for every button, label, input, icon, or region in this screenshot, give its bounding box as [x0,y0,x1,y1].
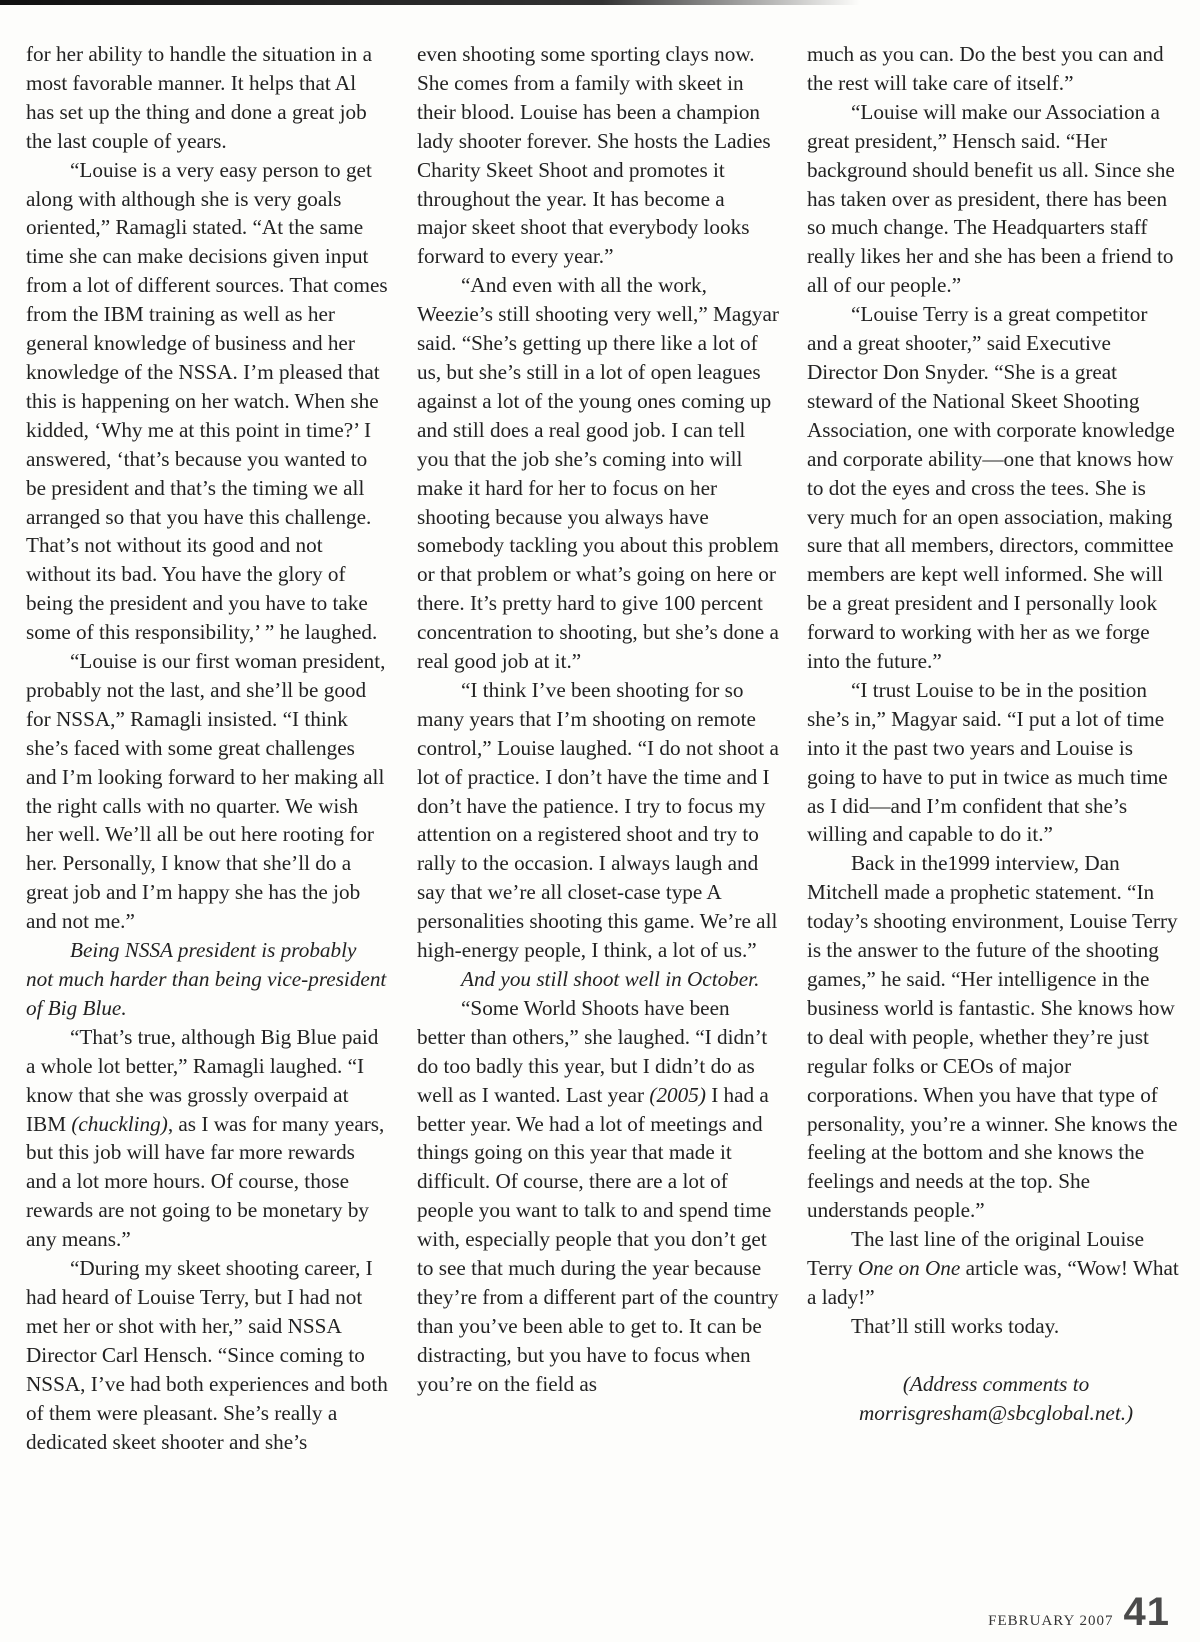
paragraph: “Louise will make our Association a great president,” Hensch said. “Her background should benefit us all. Since she has taken over as president, there has been so much change. The Headquarters staff really likes her and she has been a friend to all of our people.” [807,99,1175,298]
paragraph: “Louise is a very easy person to get along with although she is very goals oriented,” Ramagli stated. “At the same time she can make decisions given input from a lot of different sources. That comes from the IBM training as well as her general knowledge of business and her knowledge of the NSSA. I’m pleased that this is happening on her watch. When she kidded, ‘Why me at this point in time?’ I answered, ‘that’s because you wanted to be president and that’s the timing we all arranged so that you have this challenge. That’s not without its good and not without its bad. You have the glory of being the president and you have to take some of this responsibility,’ ” he laughed. [26,157,388,645]
text-run: “That’s true, although Big Blue paid a whole lot better,” Ramagli laughed. “I know that she was grossly overpaid at IBM [26,1024,379,1136]
text-run: “Some World Shoots have been better than others,” she laughed. “I didn’t do too badly this year, but I didn’t do as well as I wanted. Last year [417,995,768,1107]
issue-date: FEBRUARY 2007 [988,1613,1114,1629]
text-run: , as I was for many years, but this job will have far more rewards and a lot more hours. Of course, those rewards are not going to be monetary by any means.” [26,1111,385,1252]
paragraph: “Louise Terry is a great competitor and a great shooter,” said Executive Director Don Snyder. “She is a great steward of the National Skeet Shooting Association, one with corporate knowledge and corporate ability—one that knows how to dot the eyes and cross the tees. She is very much for an open association, making sure that all members, directors, committee members are kept well informed. She will be a great president and I personally look forward to working with her as we forge into the future.” [807,302,1175,674]
emphasis: (2005) [649,1082,706,1107]
paragraph: “I trust Louise to be in the position she’s in,” Magyar said. “I put a lot of time into it the past two years and Louise is going to have to put in twice as much time as I did—and I’m confident that she’s willing and capable to do it.” [807,677,1168,847]
paragraph [417,994,779,1399]
paragraph: much as you can. Do the best you can and the rest will take care of itself.” [807,42,1164,95]
paragraph [807,1225,1179,1312]
article-column-1 [26,40,388,1456]
text-run: The last line of the original Louise Terry [807,1227,1145,1281]
paragraph: even shooting some sporting clays now. She comes from a family with skeet in their blood. Louise has been a champion lady shooter forever. She hosts the Ladies Charity Skeet Shoot and promotes it throughout the year. It has become a major skeet shoot that everybody looks forward to every year.” [417,42,771,269]
signoff-line: (Address comments to [902,1371,1090,1396]
paragraph: “Louise is our first woman president, probably not the last, and she’ll be good for NSSA,” Ramagli insisted. “I think she’s faced with some great challenges and I’m looking forward to her making all the right calls with no quarter. We wish her well. We’ll all be out here rooting for her. Personally, I know that she’ll do a great job and I’m happy she has the job and not me.” [26,649,386,934]
emphasis: One on One [857,1256,961,1281]
article-column-2 [417,40,779,1399]
interview-question: And you still shoot well in October. [461,967,760,991]
paragraph: “During my skeet shooting career, I had heard of Louise Terry, but I had not met her or shot with her,” said NSSA Director Carl Hensch. “Since coming to NSSA, I’ve had both experiences and both of them were pleasant. She’s really a dedicated skeet shooter and she’s [26,1256,388,1454]
spacer [807,1341,1179,1370]
emphasis: (chuckling) [71,1111,168,1136]
paragraph [26,1023,388,1254]
text-run: article was, “Wow! What a lady!” [807,1256,1179,1309]
paragraph: That’ll still works today. [851,1313,1060,1338]
paragraph: “I think I’ve been shooting for so many years that I’m shooting on remote control,” Louise laughed. “I do not shoot a lot of practice. I don’t have the time and I don’t have the patience. I try to focus my attention on a registered shoot and try to rally to the occasion. I always laugh and say that we’re all closet-case type A personalities shooting this game. We’re all high-energy people, I think, a lot of us.” [417,677,779,963]
interview-question: Being NSSA president is probably not much harder than being vice-president of Big Blue. [26,938,387,1020]
contact-signoff [807,1370,1179,1428]
top-rule [0,0,860,5]
paragraph: for her ability to handle the situation in a most favorable manner. It helps that Al has set up the thing and done a great job the last couple of years. [26,42,372,153]
article-column-3 [807,40,1179,1428]
page-footer [988,1590,1170,1635]
text-run: I had a better year. We had a lot of meetings and things going on this year that made it difficult. Of course, there are a lot of people you want to talk to and spend time with, especially people that you don’t get to see that much during the year because they’re from a different part of the country than you’ve been able to get to. It can be distracting, but you have to focus when you’re on the field as [417,1082,779,1396]
contact-email: morrisgresham@sbcglobal.net.) [858,1400,1134,1425]
paragraph: “And even with all the work, Weezie’s still shooting very well,” Magyar said. “She’s getting up there like a lot of us, but she’s still in a lot of open leagues against a lot of the young ones coming up and still does a real good job. I can tell you that the job she’s coming into will make it hard for her to focus on her shooting because you always have somebody tackling you about this problem or that problem or what’s going on here or there. It’s pretty hard to give 100 percent concentration to shooting, but she’s done a real good job at it.” [417,273,779,674]
page-number: 41 [1123,1590,1170,1634]
paragraph: Back in the1999 interview, Dan Mitchell made a prophetic statement. “In today’s shooting environment, Louise Terry is the answer to the future of the shooting games,” he said. “Her intelligence in the business world is fantastic. She knows how to deal with people, whether they’re just regular folks or CEOs of major corporations. When you have that type of personality, you’re a winner. She knows the feeling at the bottom and she knows the feelings and needs at the top. She understands people.” [807,851,1178,1223]
